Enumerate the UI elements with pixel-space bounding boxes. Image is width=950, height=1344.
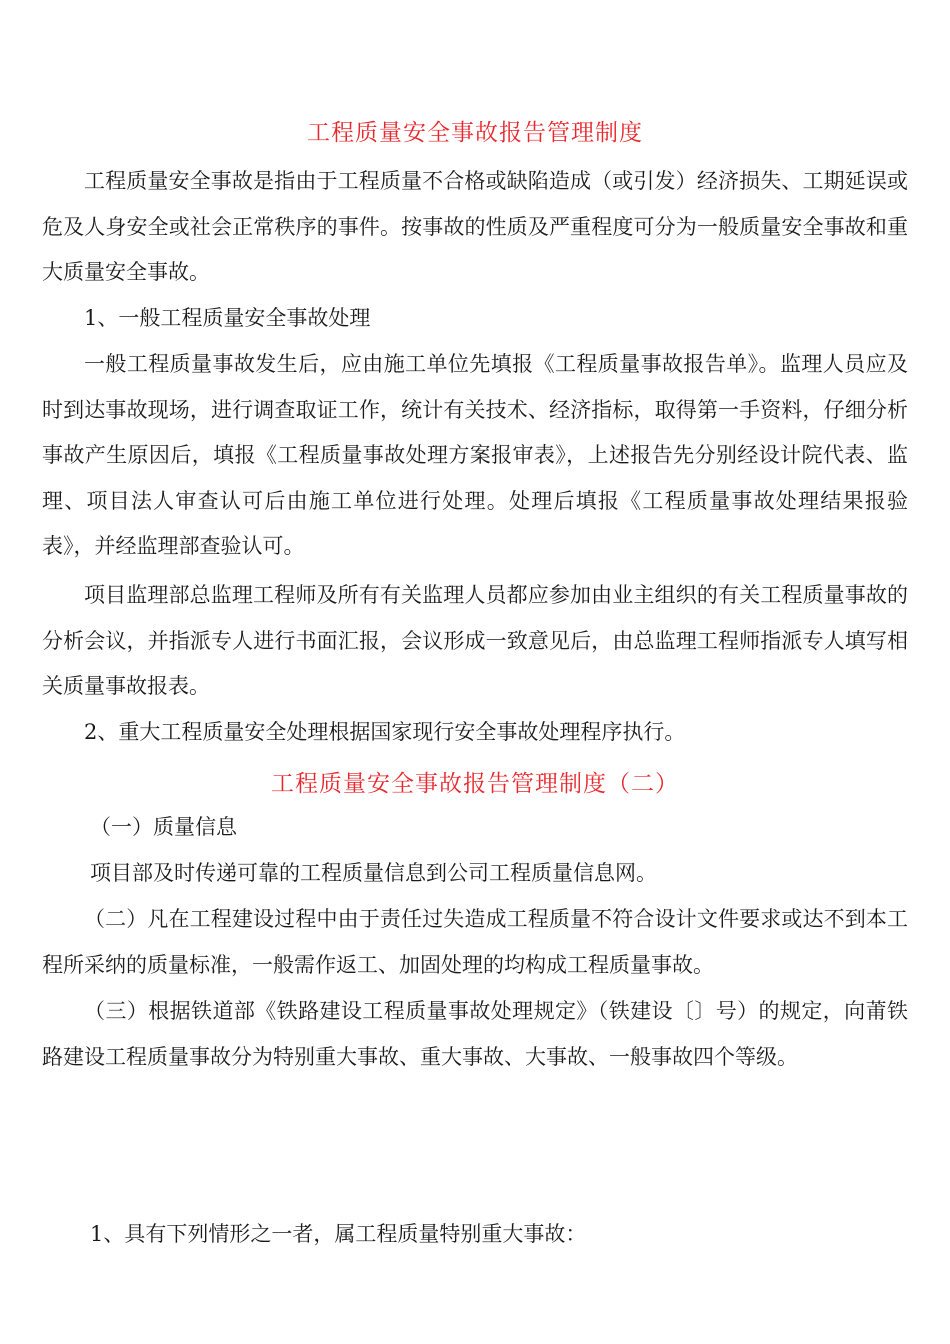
paragraph-accident-definition: （二）凡在工程建设过程中由于责任过失造成工程质量不符合设计文件要求或达不到本工程所采纳的质量标准，一般需作返工、加固处理的均构成工程质量事故。 [42,907,908,977]
paragraph-definition: 工程质量安全事故是指由于工程质量不合格或缺陷造成（或引发）经济损失、工期延误或危及人身安全或社会正常秩序的事件。按事故的性质及严重程度可分为一般质量安全事故和重大质量安全事故。 [42,169,908,284]
section-heading-general: 1、一般工程质量安全事故处理 [84,306,371,330]
section-heading-major: 2、重大工程质量安全处理根据国家现行安全事故处理程序执行。 [84,720,686,744]
paragraph-quality-info: 项目部及时传递可靠的工程质量信息到公司工程质量信息网。 [90,861,657,885]
document-subtitle: 工程质量安全事故报告管理制度（二） [271,771,679,797]
section-heading-quality-info: （一）质量信息 [90,815,237,839]
paragraph-general-procedure: 一般工程质量事故发生后，应由施工单位先填报《工程质量事故报告单》。监理人员应及时到达事故现场，进行调查取证工作，统计有关技术、经济指标，取得第一手资料，仔细分析事故产生原因后，填报《工程质量事故处理方案报审表》，上述报告先分别经设计院代表、监理、项目法人审查认可后由施工单位进行处理。处理后填报《工程质量事故处理结果报验表》，并经监理部查验认可。 [42,352,908,558]
paragraph-accident-grades: （三）根据铁道部《铁路建设工程质量事故处理规定》（铁建设〔〕号）的规定，向莆铁路建设工程质量事故分为特别重大事故、重大事故、大事故、一般事故四个等级。 [42,999,908,1069]
document-title: 工程质量安全事故报告管理制度 [307,120,643,146]
paragraph-special-major: 1、具有下列情形之一者，属工程质量特别重大事故： [90,1222,587,1246]
paragraph-supervision-meeting: 项目监理部总监理工程师及所有有关监理人员都应参加由业主组织的有关工程质量事故的分析会议，并指派专人进行书面汇报，会议形成一致意见后，由总监理工程师指派专人填写相关质量事故报表。 [42,583,908,698]
